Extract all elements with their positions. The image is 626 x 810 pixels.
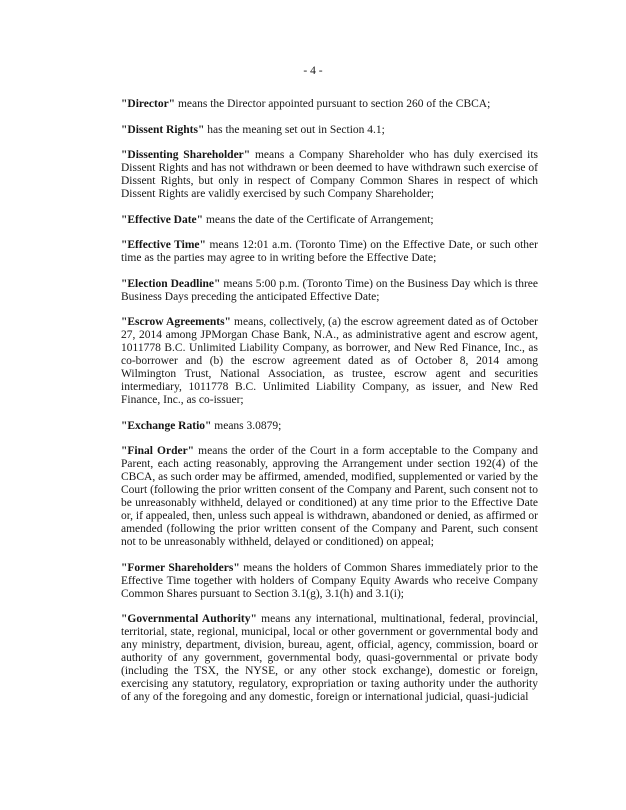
definition-paragraph-escrow-agreements [121, 316, 538, 407]
definitions-section [121, 98, 538, 717]
defined-term: "Dissenting Shareholder" [121, 149, 251, 161]
definition-paragraph-director [121, 98, 538, 111]
definition-paragraph-effective-time [121, 239, 538, 265]
defined-term: "Former Shareholders" [121, 561, 240, 574]
definition-text: means any international, multinational, federal, provincial, territorial, state, regional, municipal, local or other government or governmental body and any ministry, department, division, bureau, agent, official, agency, commission, board or authority of any government, governmental body, quasi-governmental or private body (including the TSX, the NYSE, or any other stock exchange), domestic or foreign, exercising any statutory, regulatory, expropriation or taxing authority under the authority of any of the foregoing and any domestic, foreign or international judicial, quasi-judicial [121, 613, 539, 703]
defined-term: "Effective Time" [121, 239, 206, 251]
defined-term: "Governmental Authority" [121, 613, 257, 625]
defined-term: "Director" [121, 98, 176, 110]
definition-text: means a Company Shareholder who has duly exercised its Dissent Rights and has not withdrawn or been deemed to have withdrawn such exercise of Dissent Rights, but only in respect of Company Common Shares in respect of which Dissent Rights are validly exercised by such Company Shareholder; [121, 149, 538, 200]
definition-paragraph-final-order [121, 445, 538, 549]
definition-paragraph-exchange-ratio [121, 420, 538, 433]
definition-paragraph-effective-date [121, 214, 538, 227]
definition-paragraph-governmental-authority [121, 613, 538, 704]
definition-text: means the order of the Court in a form acceptable to the Company and Parent, each acting reasonably, approving the Arrangement under section 192(4) of the CBCA, as such order may be affirmed, amended, modified, supplemented or varied by the Court (following the prior written consent of the Company and Parent, such consent not to be unreasonably withheld, delayed or conditioned) at any time prior to the Effective Date or, if appealed, then, unless such appeal is withdrawn, abandoned or denied, as affirmed or amended (following the prior written consent of the Company and Parent, such consent not to be unreasonably withheld, delayed or conditioned) on appeal; [121, 445, 538, 548]
defined-term: "Effective Date" [121, 213, 204, 226]
definition-text: has the meaning set out in Section 4.1; [204, 123, 385, 136]
definition-paragraph-dissent-rights [121, 124, 538, 137]
definition-text: means the Director appointed pursuant to section 260 of the CBCA; [175, 98, 491, 110]
definition-text: means 5:00 p.m. (Toronto Time) on the Business Day which is three Business Days preceding the anticipated Effective Date; [121, 277, 538, 303]
definition-paragraph-election-deadline [121, 278, 538, 304]
definition-paragraph-former-shareholders [121, 562, 538, 601]
definition-text: means the date of the Certificate of Arrangement; [203, 213, 434, 226]
defined-term: "Escrow Agreements" [121, 316, 231, 328]
definition-text: means 3.0879; [211, 419, 282, 432]
defined-term: "Final Order" [121, 445, 195, 457]
defined-term: "Exchange Ratio" [121, 419, 212, 432]
definition-text: means the holders of Common Shares immediately prior to the Effective Time together with holders of Company Equity Awards who receive Company Common Shares pursuant to Section 3.1(g), 3.1(h) and 3.1(i); [121, 561, 538, 600]
defined-term: "Dissent Rights" [121, 123, 205, 136]
definition-text: means, collectively, (a) the escrow agreement dated as of October 27, 2014 among JPMorgan Chase Bank, N.A., as administrative agent and escrow agent, 1011778 B.C. Unlimited Liability Company, as borrower, and New Red Finance, Inc., as co-borrower and (b) the escrow agreement dated as of October 8, 2014 among Wilmington Trust, National Association, as trustee, escrow agent and securities intermediary, 1011778 B.C. Unlimited Liability Company, as issuer, and New Red Finance, Inc., as co-issuer; [121, 316, 538, 406]
page-number: - 4 - [303, 65, 323, 77]
defined-term: "Election Deadline" [121, 277, 221, 290]
definition-text: means 12:01 a.m. (Toronto Time) on the Effective Date, or such other time as the parties may agree to in writing before the Effective Date; [121, 239, 538, 264]
definition-paragraph-dissenting-shareholder [121, 149, 538, 201]
